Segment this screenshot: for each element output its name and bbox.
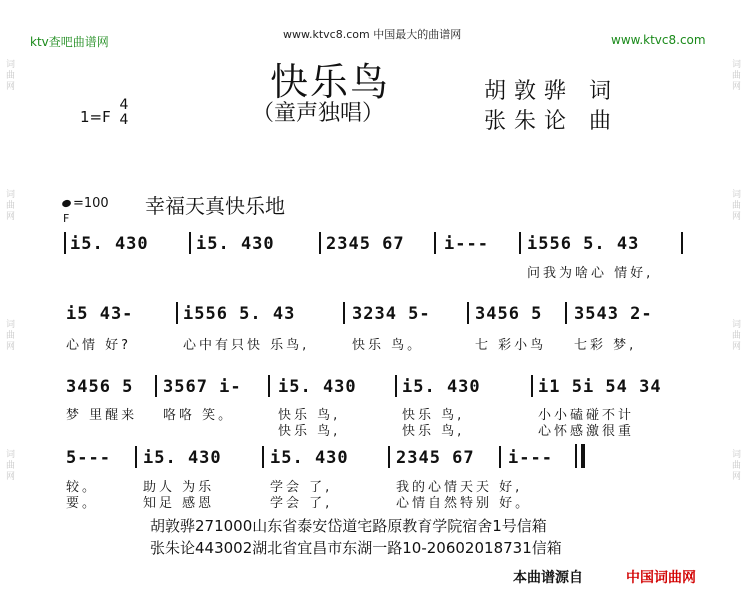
measure-notes: i---: [508, 448, 553, 468]
barline: [155, 375, 157, 397]
song-title: 快乐鸟: [270, 60, 391, 104]
measure-notes: 3456 5: [66, 377, 134, 397]
lyrics: 七彩 梦,: [574, 338, 637, 353]
measure-notes: 2345 67: [396, 448, 475, 468]
lyrics: 心情 好?: [66, 338, 132, 353]
barline: [135, 446, 137, 468]
source-site-name: 中国词曲网: [626, 570, 696, 586]
lyrics: 心中有只快 乐鸟,: [183, 338, 310, 353]
measure-notes: i---: [444, 234, 489, 254]
measure-notes: i5. 430: [402, 377, 481, 397]
measure-notes: i5. 430: [143, 448, 222, 468]
barline: [64, 232, 66, 254]
measure-notes: 3543 2-: [574, 304, 653, 324]
watermark-text: 词曲网: [6, 190, 16, 222]
barline: [388, 446, 390, 468]
barline: [268, 375, 270, 397]
lyrics-verse-2: 快乐 鸟,: [278, 424, 341, 439]
barline: [343, 302, 345, 324]
lyrics: 较。: [66, 480, 99, 495]
key-signature: 1=F: [80, 108, 111, 126]
lyrics-verse-2: 学会 了,: [270, 496, 333, 511]
barline: [176, 302, 178, 324]
quarter-note-icon: [61, 199, 72, 209]
lyrics: 我的心情天天 好,: [396, 480, 523, 495]
lyrics-verse-2: 心怀感激很重: [538, 424, 635, 439]
barline: [531, 375, 533, 397]
tempo-note-letter: F: [63, 212, 70, 225]
measure-notes: i5. 430: [278, 377, 357, 397]
watermark-text: 词曲网: [6, 320, 16, 352]
watermark-text: 词曲网: [6, 60, 16, 92]
watermark-text: 词曲网: [6, 450, 16, 482]
lyrics: 快乐 鸟。: [352, 338, 424, 353]
measure-notes: 2345 67: [326, 234, 405, 254]
composer-address: 张朱论443002湖北省宜昌市东湖一路10-20602018731信箱: [150, 539, 562, 557]
watermark-text: 词曲网: [732, 320, 742, 352]
measure-notes: i5 43-: [66, 304, 134, 324]
lyricist-credit: 胡敦骅 词: [484, 79, 619, 104]
measure-notes: i1 5i 54 34: [538, 377, 662, 397]
measure-notes: i556 5. 43: [183, 304, 296, 324]
barline: [395, 375, 397, 397]
lyricist-address: 胡敦骅271000山东省泰安岱道宅路原教育学院宿舍1号信箱: [150, 517, 547, 535]
final-barline-thin: [575, 444, 577, 468]
measure-notes: i5. 430: [270, 448, 349, 468]
barline: [434, 232, 436, 254]
barline: [319, 232, 321, 254]
watermark-text: 词曲网: [732, 190, 742, 222]
barline: [189, 232, 191, 254]
watermark-text: 词曲网: [732, 450, 742, 482]
lyrics-verse-2: 要。: [66, 496, 99, 511]
barline: [467, 302, 469, 324]
time-top: 4: [119, 97, 129, 113]
source-label: 本曲谱源自: [513, 570, 583, 586]
watermark-text: 词曲网: [732, 60, 742, 92]
measure-notes: 3456 5: [475, 304, 543, 324]
time-signature: [118, 98, 130, 128]
barline: [262, 446, 264, 468]
measure-notes: i5. 430: [70, 234, 149, 254]
lyrics: 学会 了,: [270, 480, 333, 495]
barline: [565, 302, 567, 324]
lyrics: 助人 为乐: [143, 480, 215, 495]
lyrics: 七 彩小鸟: [475, 338, 547, 353]
lyrics: 快乐 鸟,: [278, 408, 341, 423]
final-barline-thick: [581, 444, 585, 468]
song-subtitle: （童声独唱）: [252, 101, 385, 126]
composer-credit: 张朱论 曲: [484, 109, 619, 134]
site-name-left: ktv查吧曲谱网: [30, 35, 109, 49]
expression-mark: 幸福天真快乐地: [145, 194, 285, 218]
lyrics-verse-2: 心情自然特别 好。: [396, 496, 532, 511]
time-bottom: 4: [119, 112, 129, 128]
measure-notes: i556 5. 43: [527, 234, 640, 254]
measure-notes: i5. 430: [196, 234, 275, 254]
site-banner: www.ktvc8.com 中国最大的曲谱网: [283, 28, 462, 41]
tempo-value: =100: [73, 196, 109, 211]
lyrics: 咯咯 笑。: [163, 408, 235, 423]
measure-notes: 5---: [66, 448, 111, 468]
lyrics: 小小磕碰不计: [538, 408, 635, 423]
lyrics: 梦 里醒来: [66, 408, 138, 423]
barline: [681, 232, 683, 254]
lyrics-verse-2: 知足 感恩: [143, 496, 215, 511]
lyrics: 问我为啥心 情好,: [527, 266, 654, 281]
site-url-right: www.ktvc8.com: [611, 33, 706, 47]
lyrics: 快乐 鸟,: [402, 408, 465, 423]
measure-notes: 3234 5-: [352, 304, 431, 324]
tempo-mark: [62, 196, 109, 211]
lyrics-verse-2: 快乐 鸟,: [402, 424, 465, 439]
barline: [519, 232, 521, 254]
barline: [499, 446, 501, 468]
measure-notes: 3567 i-: [163, 377, 242, 397]
